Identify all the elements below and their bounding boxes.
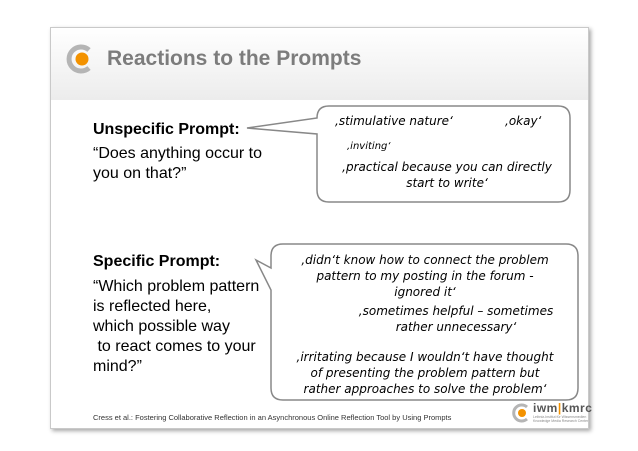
quote-okay: ‚okay‘ [505,114,542,128]
quote-irritating-line-3: rather approaches to solve the problem‘ [303,382,547,396]
quote-helpful-line-2: rather unnecessary‘ [395,320,517,334]
specific-heading: Specific Prompt: [93,253,221,270]
quote-inviting: ‚inviting‘ [347,141,391,152]
specific-question-line-5: mind?” [93,358,142,375]
iwm-kmrc-logo [511,401,593,425]
quote-irritating-line-2: of presenting the problem pattern but [310,366,540,380]
logo-text-iwm: iwm [533,401,558,415]
specific-question-line-2: is reflected here, [93,298,212,315]
unspecific-heading: Unspecific Prompt: [93,121,240,138]
page-title: Reactions to the Prompts [107,47,362,70]
quote-helpful-line-1: ‚sometimes helpful – sometimes [358,304,554,318]
logo-subtitle-line-1: Leibniz-Institut für Wissensmedien [533,415,587,419]
slide [50,27,593,429]
specific-question-line-4: to react comes to your [93,338,256,355]
footer-citation: Cress et al.: Fostering Collaborative Reflection in an Asynchronous Online Reflection Tool by Using Prompts [93,413,452,422]
quote-practical-line-2: start to write‘ [406,176,488,190]
quote-didnt-line-1: ‚didn‘t know how to connect the problem [301,253,549,267]
specific-question-line-1: “Which problem pattern [93,278,260,295]
quote-practical-line-1: ‚practical because you can directly [342,160,552,174]
logo-subtitle-line-2: Knowledge Media Research Center [533,419,589,423]
logo-text: iwm|kmrc [533,401,593,415]
logo-subtitle [533,415,588,423]
unspecific-question-line-2: you on that?” [93,165,187,182]
logo-text-kmrc: kmrc [561,401,593,415]
unspecific-question-line-1: “Does anything occur to [93,145,262,162]
quote-didnt-line-2: pattern to my posting in the forum - [316,269,534,283]
quote-stimulative: ‚stimulative nature‘ [335,114,453,128]
specific-question-line-3: which possible way [93,318,230,335]
iwm-logo-icon [511,403,531,423]
quote-didnt-line-3: ignored it‘ [394,285,456,299]
quote-irritating-line-1: ‚irritating because I wouldn‘t have thought [296,350,554,364]
